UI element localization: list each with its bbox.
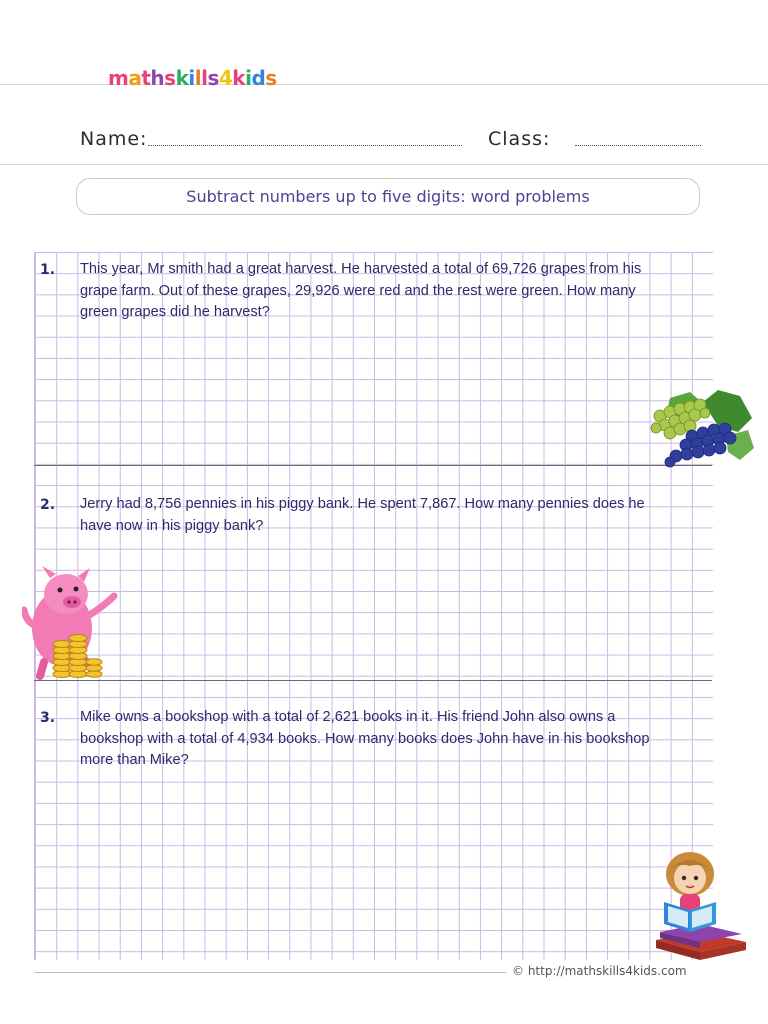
logo-letter: l (201, 66, 208, 90)
section-divider-1 (34, 465, 712, 466)
logo-letter: a (128, 66, 142, 90)
question-1-number: 1. (40, 262, 56, 278)
footer-rule (34, 972, 506, 973)
footer-url[interactable]: © http://mathskills4kids.com (512, 964, 687, 978)
logo-letter: k (232, 66, 246, 90)
logo (108, 66, 277, 90)
logo-letter: t (141, 66, 151, 90)
logo-letter: s (265, 66, 277, 90)
name-label: Name: (80, 128, 148, 150)
logo-letter: m (108, 66, 129, 90)
question-3-number: 3. (40, 710, 56, 726)
girl-reading-icon (650, 852, 750, 960)
section-divider-2 (34, 680, 712, 681)
logo-letter: s (164, 66, 176, 90)
grid-paper (34, 252, 713, 960)
question-1-text: This year, Mr smith had a great harvest. He harvested a total of 69,726 grapes from his grape farm. Out of these grapes, 29,926 were red and the rest were green. How many green grapes did he harvest? (80, 261, 642, 320)
logo-letter: d (251, 66, 266, 90)
logo-letter: k (175, 66, 189, 90)
grapes-icon (648, 382, 758, 470)
piggy-bank-icon (22, 566, 118, 682)
question-3-text: Mike owns a bookshop with a total of 2,621 books in it. His friend John also owns a bookshop with a total of 4,934 books. How many books does John have in his bookshop more than Mike? (80, 709, 650, 768)
question-2-text: Jerry had 8,756 pennies in his piggy bank. He spent 7,867. How many pennies does he have now in his piggy bank? (80, 496, 645, 534)
logo-letter: s (207, 66, 219, 90)
logo-letter: h (150, 66, 165, 90)
name-field[interactable] (148, 145, 462, 146)
logo-letter: l (194, 66, 202, 90)
class-label: Class: (488, 128, 551, 150)
logo-letter: i (245, 66, 252, 90)
question-2-number: 2. (40, 497, 56, 513)
logo-letter: i (188, 66, 195, 90)
class-field[interactable] (575, 145, 701, 146)
worksheet-title: Subtract numbers up to five digits: word problems (76, 178, 700, 215)
logo-letter: 4 (218, 66, 233, 90)
header-rule (0, 164, 768, 165)
